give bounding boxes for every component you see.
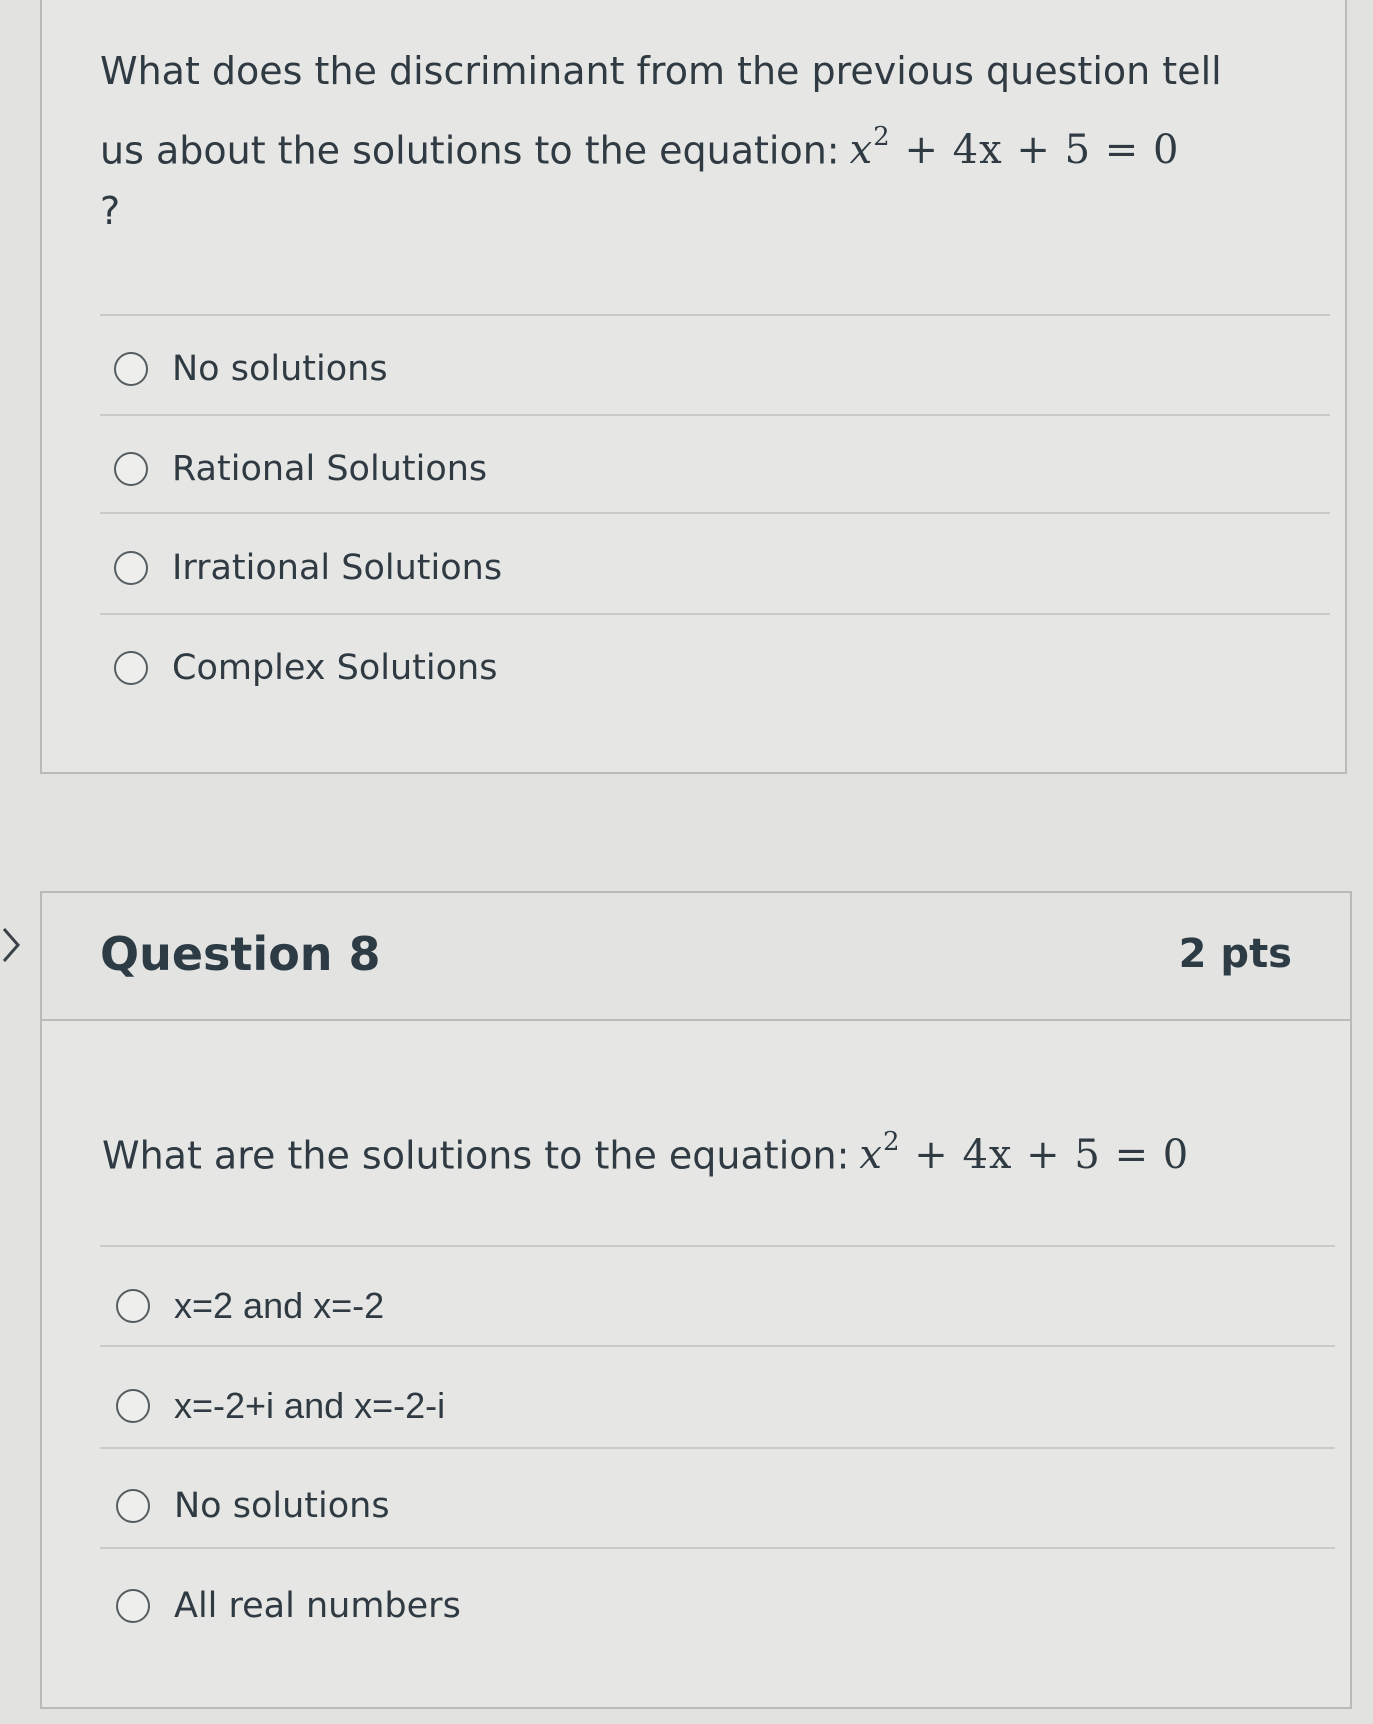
option-label: No solutions: [174, 1486, 390, 1526]
question-7-card: [40, 0, 1347, 774]
option-label: x=-2+i and x=-2-i: [174, 1385, 446, 1426]
divider: [100, 1447, 1335, 1449]
question-8-text-prefix: What are the solutions to the equation:: [102, 1133, 850, 1178]
question-points: 2 pts: [1178, 931, 1292, 977]
question-7-text-line1: What does the discriminant from the previous question tell: [100, 49, 1222, 93]
divider: [100, 613, 1330, 615]
question-title: Question 8: [100, 927, 381, 981]
radio-unselected-icon[interactable]: [116, 1289, 150, 1323]
option-complex-solutions[interactable]: [114, 643, 497, 693]
option-irrational-solutions[interactable]: [114, 543, 502, 593]
option-rational-solutions[interactable]: [114, 444, 487, 494]
equation-base: x: [859, 1132, 883, 1179]
divider: [100, 512, 1330, 514]
option-x-equals-2-and-minus-2[interactable]: [116, 1281, 384, 1331]
radio-unselected-icon[interactable]: [116, 1589, 150, 1623]
option-label: Complex Solutions: [172, 648, 498, 688]
radio-unselected-icon[interactable]: [116, 1389, 150, 1423]
radio-unselected-icon[interactable]: [114, 551, 148, 585]
divider: [100, 1547, 1335, 1549]
option-label: All real numbers: [174, 1586, 461, 1626]
equation-exponent: 2: [873, 122, 891, 152]
question-7-text-line3: ?: [100, 189, 121, 233]
radio-unselected-icon[interactable]: [114, 651, 148, 685]
question-8-equation: [859, 1127, 1190, 1179]
divider: [100, 1345, 1335, 1347]
equation-base: x: [849, 127, 874, 174]
divider: [100, 314, 1330, 316]
radio-unselected-icon[interactable]: [114, 452, 148, 486]
option-all-real-numbers[interactable]: [116, 1581, 461, 1631]
chevron-right-icon[interactable]: [0, 925, 24, 965]
radio-unselected-icon[interactable]: [114, 352, 148, 386]
question-8-card: [40, 891, 1352, 1709]
equation-rest: + 4x + 5 = 0: [904, 127, 1180, 174]
question-7-text-line2: [100, 106, 1179, 185]
option-label: No solutions: [172, 349, 388, 389]
option-no-solutions[interactable]: [114, 344, 388, 394]
option-label: Irrational Solutions: [172, 548, 503, 588]
question-8-text: [102, 1111, 1189, 1190]
equation-exponent: 2: [882, 1127, 901, 1157]
option-label: x=2 and x=-2: [174, 1285, 385, 1326]
question-7-equation: [849, 122, 1180, 174]
option-complex-roots[interactable]: [116, 1381, 445, 1431]
divider: [100, 1245, 1335, 1247]
radio-unselected-icon[interactable]: [116, 1489, 150, 1523]
divider: [100, 414, 1330, 416]
equation-rest: + 4x + 5 = 0: [914, 1132, 1190, 1179]
option-no-solutions[interactable]: [116, 1481, 390, 1531]
option-label: Rational Solutions: [172, 449, 488, 489]
question-7-text-prefix: us about the solutions to the equation:: [100, 128, 840, 173]
question-8-header: [42, 893, 1350, 1021]
